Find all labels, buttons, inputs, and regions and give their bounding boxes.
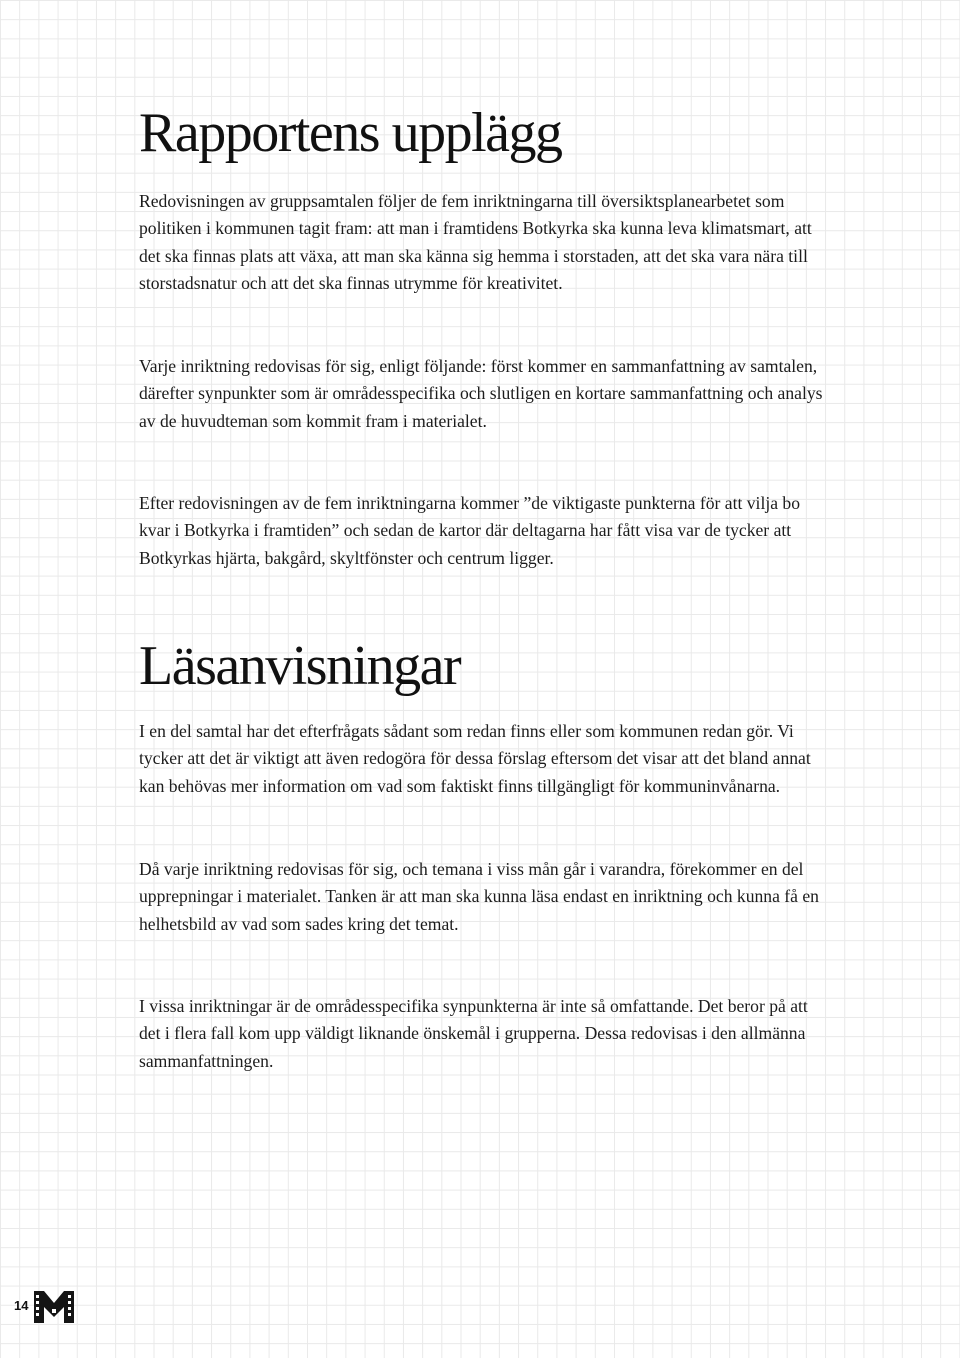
paragraph: I en del samtal har det efterfrågats sådant som redan finns eller som kommunen redan gör. Vi tycker att det är viktigt att även redogöra för dessa förslag eftersom det visar att det bland annat kan behövas mer information om vad som faktiskt finns tillgängligt för kommuninvånarna. — [139, 721, 811, 796]
paragraph: Då varje inriktning redovisas för sig, och temana i viss mån går i varandra, förekommer en del upprepningar i materialet. Tanken är att man ska kunna läsa endast en inriktning och kunna få en helhetsbild av vad som sades kring det temat. — [139, 859, 819, 934]
paragraph: Redovisningen av gruppsamtalen följer de fem inriktningarna till översiktsplanearbetet som politiken i kommunen tagit fram: att man i framtidens Botkyrka ska kunna leva klimatsmart, att det ska finnas plats att växa, att man ska känna sig hemma i storstaden, att det ska vara nära till storstadsnatur och att det ska finnas utrymme för kreativitet. — [139, 191, 812, 294]
paragraph: Efter redovisningen av de fem inriktningarna kommer ”de viktigaste punkterna för att vilja bo kvar i Botkyrka i framtiden” och sedan de kartor där deltagarna har fått visa var de tycker att Botkyrkas hjärta, bakgård, skyltfönster och centrum ligger. — [139, 493, 801, 568]
paragraph: I vissa inriktningar är de områdesspecifika synpunkterna är inte så omfattande. Det beror på att det i flera fall kom upp väldigt liknande önskemål i grupperna. Dessa redovisas i den allmänna sammanfattningen. — [139, 996, 808, 1071]
page-number: 14 — [14, 1297, 29, 1313]
paragraph: Varje inriktning redovisas för sig, enligt följande: först kommer en sammanfattning av samtalen, därefter synpunkter som är områdesspecifika och slutligen en kortare sammanfattning och analys av de huvudteman som kommit fram i materialet. — [139, 356, 823, 431]
section-title-lasanvisningar: Läsanvisningar — [139, 635, 461, 697]
building-m-logo-icon — [32, 1285, 76, 1325]
section-title-rapportens-upplagg: Rapportens upplägg — [139, 102, 562, 164]
page-footer — [14, 1285, 76, 1325]
